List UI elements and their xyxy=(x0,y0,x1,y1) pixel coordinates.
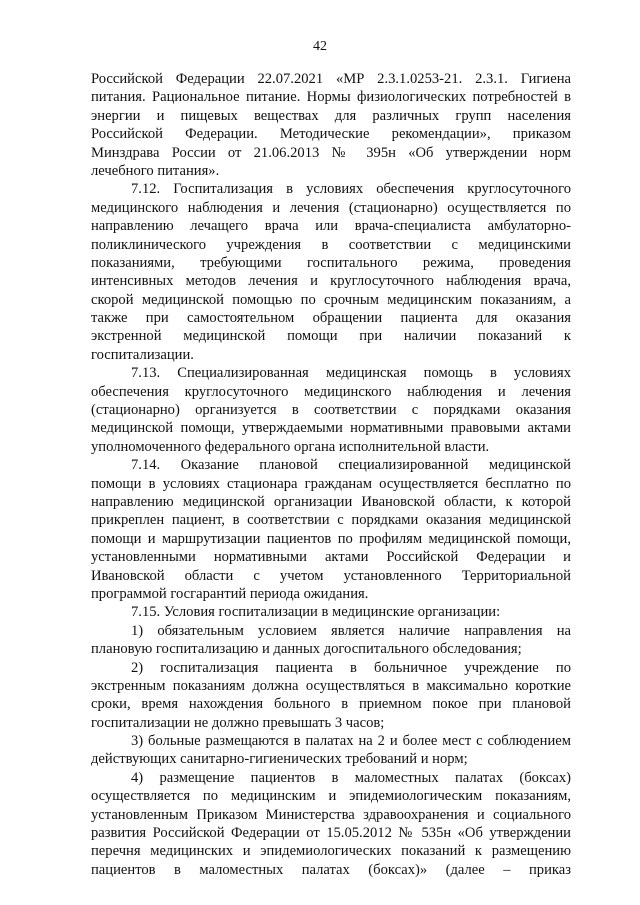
text-line: 7.15. Условия госпитализации в медицинские организации: xyxy=(131,604,501,621)
text-line: экстренной медицинской помощи при наличии показаний к xyxy=(91,328,571,345)
document-body xyxy=(91,70,571,879)
text-line: прикреплен пациент, в соответствии с порядками оказания медицинской xyxy=(91,512,571,529)
text-line: показаниями, требующими госпитального режима, проведения xyxy=(91,254,571,271)
text-line: 3) больные размещаются в палатах на 2 и более мест с соблюдением xyxy=(131,733,571,750)
text-line: Минздрава России от 21.06.2013 № 395н «Об утверждении норм xyxy=(91,144,571,161)
text-line: 4) размещение пациентов в маломестных палатах (боксах) xyxy=(131,769,571,786)
text-line: также при самостоятельном обращении пациента для оказания xyxy=(91,310,571,327)
text-line: обеспечения круглосуточного медицинского наблюдения и лечения xyxy=(91,383,571,400)
text-line: направлению лечащего врача или врача-специалиста амбулаторно- xyxy=(91,218,571,235)
text-line: помощи и маршрутизации пациентов по профилям медицинской помощи, xyxy=(91,530,571,547)
text-line: программой госгарантий периода ожидания. xyxy=(91,585,369,602)
text-line: интенсивных методов лечения и круглосуточного наблюдения врача, xyxy=(91,273,571,290)
text-line: 7.14. Оказание плановой специализированной медицинской xyxy=(131,457,571,474)
text-line: осуществляется по медицинским и эпидемиологическим показаниям, xyxy=(91,788,571,805)
text-line: установленным Приказом Министерства здравоохранения и социального xyxy=(91,806,571,823)
text-line: экстренным показаниям должна осуществляться в максимально короткие xyxy=(91,677,571,694)
text-line: Ивановской области с учетом установленного Территориальной xyxy=(91,567,571,584)
text-line: 1) обязательным условием является наличие направления на xyxy=(131,622,571,639)
text-line: пациентов в маломестных палатах (боксах)» (далее – приказ xyxy=(91,861,571,878)
text-line: госпитализации. xyxy=(91,346,194,363)
text-line: плановую госпитализацию и данных догоспитального обследования; xyxy=(91,641,522,658)
text-line: помощи в условиях стационара гражданам осуществляется бесплатно по xyxy=(91,475,571,492)
text-line: 7.13. Специализированная медицинская помощь в условиях xyxy=(131,365,571,382)
text-line: перечня медицинских и эпидемиологических показаний к размещению xyxy=(91,843,571,860)
text-line: уполномоченного федерального органа исполнительной власти. xyxy=(91,438,490,455)
text-line: установленными нормативными актами Российской Федерации и xyxy=(91,549,571,566)
text-line: Российской Федерации. Методические рекомендации», приказом xyxy=(91,126,571,143)
text-line: питания. Рациональное питание. Нормы физиологических потребностей в xyxy=(91,89,571,106)
text-line: Российской Федерации 22.07.2021 «МР 2.3.1.0253-21. 2.3.1. Гигиена xyxy=(91,71,571,87)
text-line: медицинского наблюдения и лечения (стационарно) осуществляется по xyxy=(91,199,571,216)
text-line: поликлинического учреждения в соответствии с медицинскими xyxy=(91,236,571,253)
page-number: 42 xyxy=(313,39,327,54)
text-line: развития Российской Федерации от 15.05.2012 № 535н «Об утверждении xyxy=(91,825,571,842)
text-line: 2) госпитализация пациента в больничное учреждение по xyxy=(131,659,571,676)
text-line: лечебного питания». xyxy=(91,162,220,179)
text-line: действующих санитарно-гигиенических требований и норм; xyxy=(91,751,468,768)
text-line: 7.12. Госпитализация в условиях обеспечения круглосуточного xyxy=(131,181,571,198)
text-line: (стационарно) организуется в соответствии с порядками оказания xyxy=(91,402,571,419)
text-line: энергии и пищевых веществах для различных групп населения xyxy=(91,107,571,124)
text-line: госпитализации не должно превышать 3 часов; xyxy=(91,714,385,731)
text-line: медицинской помощи, утверждаемыми нормативными правовыми актами xyxy=(91,420,571,437)
text-line: сроки, время нахождения больного в приемном покое при плановой xyxy=(91,696,571,713)
text-line: скорой медицинской помощью по срочным медицинским показаниям, а xyxy=(91,291,571,308)
text-line: направлению медицинской организации Ивановской области, к которой xyxy=(91,493,571,510)
